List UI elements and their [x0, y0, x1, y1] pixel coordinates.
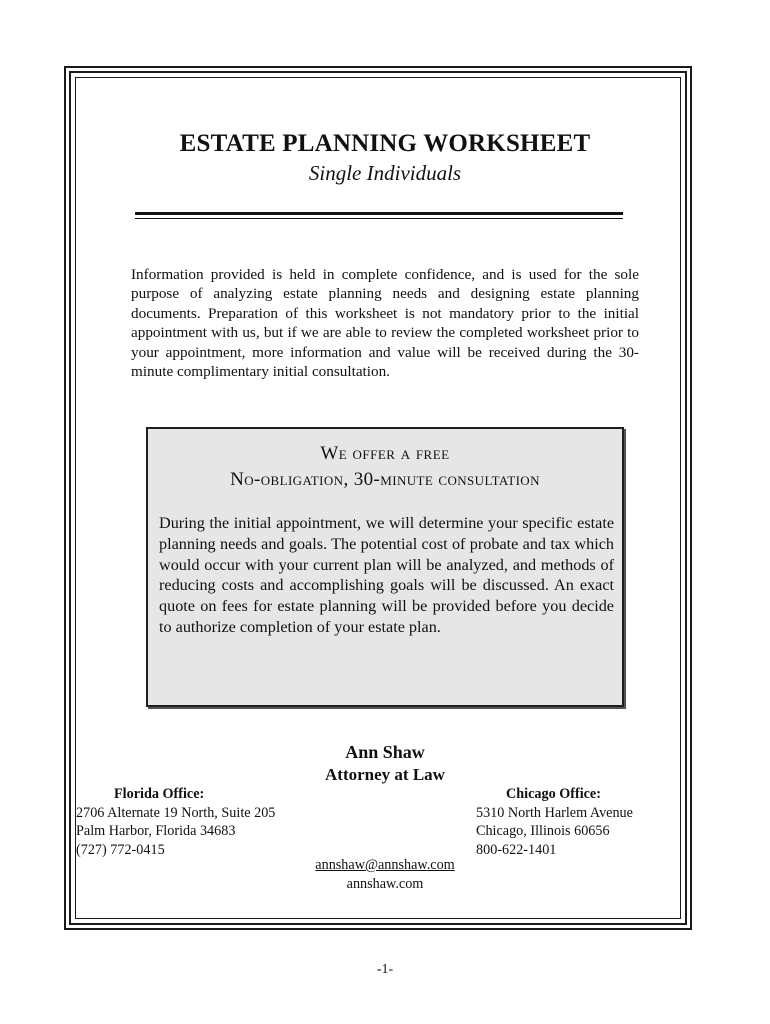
offer-heading-line2: No-obligation, 30-minute consultation — [230, 469, 540, 490]
offer-body-text: During the initial appointment, we will determine your specific estate planning needs and goals. The potential cost of probate and tax which would occur with your current plan will be analyzed, and methods of reducing costs and accomplishing goals will be discussed. An exact quote on fees for estate planning will be provided before you decide to authorize completion of your estate plan. — [159, 514, 614, 636]
document-title: ESTATE PLANNING WORKSHEET — [179, 130, 591, 157]
florida-office-heading: Florida Office: — [114, 786, 205, 802]
chicago-address-line1: 5310 North Harlem Avenue — [476, 804, 633, 821]
email-link[interactable]: annshaw@annshaw.com — [315, 857, 455, 873]
chicago-office-block — [476, 785, 633, 859]
contact-block — [0, 856, 770, 893]
website-text: annshaw.com — [346, 875, 424, 892]
intro-paragraph: Information provided is held in complete confidence, and is used for the sole purpose of analyzing estate planning needs and designing estate planning documents. Preparation of this worksheet is not mandatory prior to the initial appointment with us, but if we are able to review the completed worksheet prior to your appointment, more information and value will be received during the 30-minute complimentary initial consultation. — [131, 266, 639, 381]
chicago-office-heading: Chicago Office: — [506, 786, 601, 802]
title-divider — [135, 212, 623, 219]
document-subtitle: Single Individuals — [308, 161, 462, 185]
attorney-title: Attorney at Law — [325, 765, 445, 784]
page-number: -1- — [376, 962, 394, 977]
florida-phone: (727) 772-0415 — [76, 841, 165, 858]
florida-office-block — [76, 785, 275, 859]
florida-address-line2: Palm Harbor, Florida 34683 — [76, 823, 236, 839]
consultation-offer-box — [146, 427, 624, 707]
florida-address-line1: 2706 Alternate 19 North, Suite 205 — [76, 804, 276, 821]
chicago-phone: 800-622-1401 — [476, 841, 557, 858]
attorney-name: Ann Shaw — [345, 742, 425, 762]
offer-heading-line1: We offer a free — [320, 443, 450, 464]
chicago-address-line2: Chicago, Illinois 60656 — [476, 823, 610, 839]
